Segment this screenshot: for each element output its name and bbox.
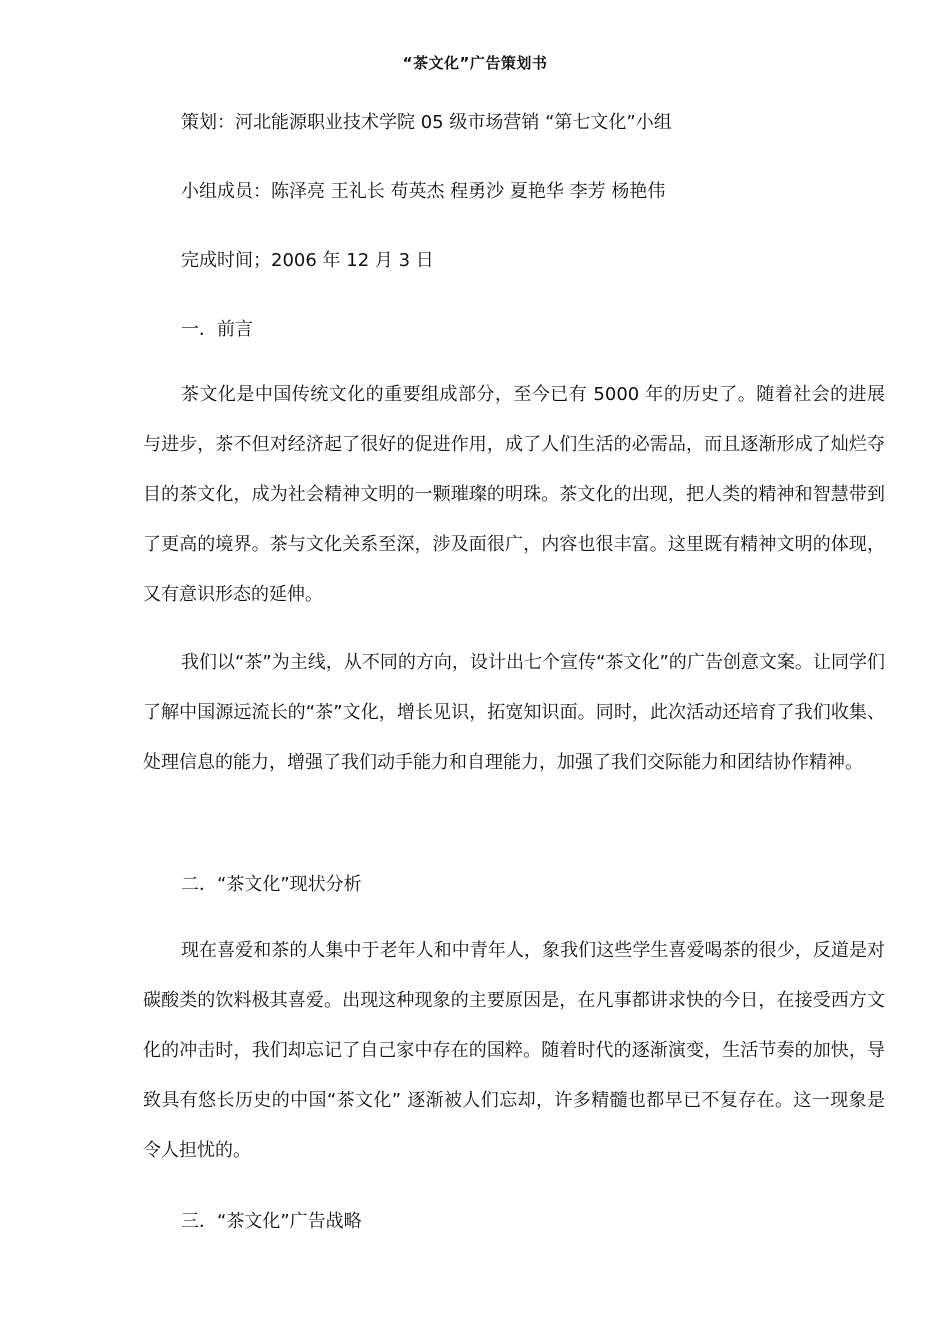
section-heading-preface: 一．前言 [181,319,253,340]
analysis-paragraph-1: 现在喜爱和茶的人集中于老年人和中青年人，象我们这些学生喜爱喝茶的很少，反道是对碳酸类的饮料极其喜爱。出现这种现象的主要原因是，在凡事都讲求快的今日，在接受西方文化的冲击时，我们却忘记了自己家中存在的国粹。随着时代的逐渐演变，生活节奏的加快，导致具有悠长历史的中国“茶文化” 逐渐被人们忘却，许多精髓也都早已不复存在。这一现象是令人担忧的。 [143,940,885,1161]
document-title: “茶文化”广告策划书 [402,54,548,72]
members-line: 小组成员：陈泽亮 王礼长 苟英杰 程勇沙 夏艳华 李芳 杨艳伟 [181,181,666,202]
section-heading-strategy: 三．“茶文化”广告战略 [181,1211,362,1232]
section-heading-analysis: 二．“茶文化”现状分析 [181,874,362,895]
preface-paragraph-2: 我们以“茶”为主线，从不同的方向，设计出七个宣传“茶文化”的广告创意文案。让同学们了解中国源远流长的“茶”文化，增长见识，拓宽知识面。同时，此次活动还培育了我们收集、处理信息的能力，增强了我们动手能力和自理能力，加强了我们交际能力和团结协作精神。 [143,652,885,773]
completion-date-line: 完成时间；2006 年 12 月 3 日 [181,250,434,271]
preface-paragraph-1: 茶文化是中国传统文化的重要组成部分，至今已有 5000 年的历史了。随着社会的进展与进步，茶不但对经济起了很好的促进作用，成了人们生活的必需品，而且逐渐形成了灿烂夺目的茶文化，成为社会精神文明的一颗璀璨的明珠。茶文化的出现，把人类的精神和智慧带到了更高的境界。茶与文化关系至深，涉及面很广，内容也很丰富。这里既有精神文明的体现，又有意识形态的延伸。 [143,384,885,605]
planner-line: 策划：河北能源职业技术学院 05 级市场营销 “第七文化”小组 [181,112,672,133]
